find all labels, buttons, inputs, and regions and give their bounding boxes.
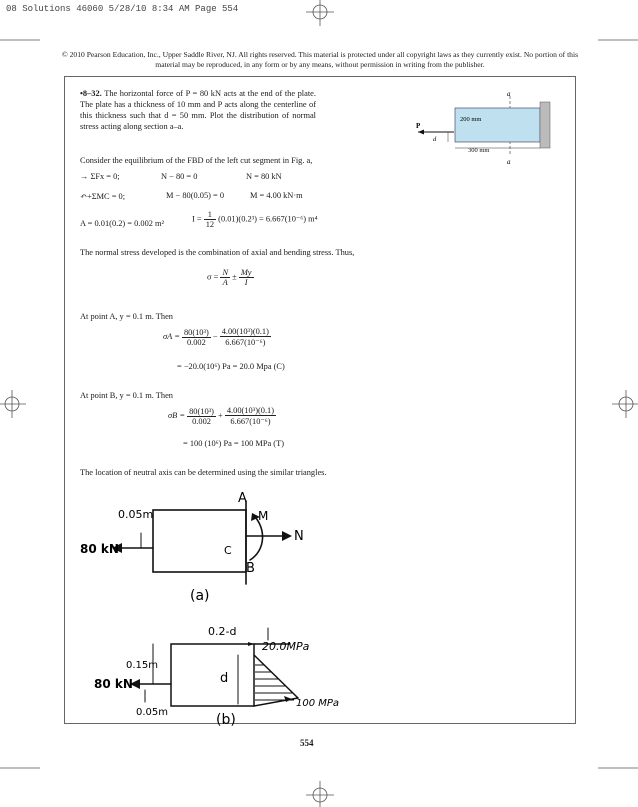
point-b-text: At point B, y = 0.1 m. Then	[80, 391, 173, 400]
eq-m-result: M = 4.00 kN·m	[250, 191, 303, 200]
eq-sigma-general	[207, 268, 254, 287]
eq-m-balance: M − 80(0.05) = 0	[166, 191, 225, 200]
fig-height: 200 mm	[460, 116, 482, 123]
sigma-b-term1	[187, 407, 216, 426]
sigma-a: A	[222, 278, 228, 287]
sigma-a-result: = −20.0(10⁶) Pa = 20.0 Mpa (C)	[177, 362, 285, 371]
fbd-a-label-b: B	[246, 561, 255, 576]
fbd-a-force: 80 kN	[80, 542, 119, 556]
point-a-text: At point A, y = 0.1 m. Then	[80, 312, 173, 321]
copyright-notice: © 2010 Pearson Education, Inc., Upper Saddle River, NJ. All rights reserved. This material is protected under all copyright laws as they currently exist. No portion of this material may be reproduced, in any form or by any means, without permission in writing from the publisher.	[61, 50, 579, 69]
fig-force-p: P	[416, 122, 421, 130]
fig-b-d: d	[220, 671, 229, 686]
inertia-den: 12	[205, 220, 215, 229]
inertia-lhs: I =	[192, 214, 202, 224]
sigma-b-num2: 4.00(10³)(0.1)	[226, 406, 275, 415]
fig-b-stress-bottom: 100 MPa	[296, 698, 340, 709]
fig-label-a-top: a	[507, 90, 511, 98]
fbd-figure-a	[80, 488, 370, 606]
stress-figure-b	[80, 620, 380, 730]
sigma-b-result: = 100 (10⁶) Pa = 100 MPa (T)	[183, 439, 284, 448]
print-slug: 08 Solutions 46060 5/28/10 8:34 AM Page 554	[6, 4, 239, 14]
eq-n-balance: N − 80 = 0	[161, 172, 198, 181]
sigma-n: N	[222, 268, 229, 277]
inertia-num: 1	[204, 210, 216, 220]
sigma-b-den1: 0.002	[192, 416, 211, 426]
eq-sum-mc: ↶+ΣMC = 0;	[80, 192, 126, 201]
eq-sigma-b	[168, 406, 276, 426]
sigma-b-lhs: σB =	[168, 410, 185, 420]
fig-b-left-dim: 0.15m	[126, 660, 159, 671]
fig-length: 300 mm	[468, 147, 490, 154]
fbd-a-caption: (a)	[190, 588, 210, 604]
eq-sum-fx: → ΣFx = 0;	[80, 172, 120, 181]
eq-n-result: N = 80 kN	[246, 172, 282, 181]
fig-label-a-bottom: a	[507, 158, 511, 166]
sigma-i: I	[244, 278, 248, 287]
sigma-my: My	[240, 268, 252, 277]
fbd-a-label-c: C	[224, 544, 232, 557]
sigma-b-operator: +	[218, 410, 223, 420]
sigma-a-lhs: σA =	[163, 331, 180, 341]
plate-figure	[410, 88, 560, 168]
inertia-fraction	[204, 210, 216, 229]
page-number: 554	[300, 738, 314, 748]
fig-b-offset: 0.05m	[136, 707, 169, 718]
fbd-a-label-m: M	[258, 509, 269, 523]
neutral-axis-text: The location of neutral axis can be determined using the similar triangles.	[80, 468, 327, 477]
eq-inertia	[192, 210, 318, 229]
sigma-a-term1	[182, 328, 211, 347]
problem-text: The horizontal force of P = 80 kN acts at the end of the plate. The plate has a thickness of 10 mm and P acts along the centerline of this thickness such that d = 50 mm. Plot the distribution of normal stress acting along section a–a.	[80, 89, 316, 131]
sigma-b-den2: 6.667(10⁻⁶)	[230, 417, 271, 426]
sigma-my-over-i	[239, 268, 254, 287]
problem-number: •8–32.	[80, 89, 102, 98]
fig-b-caption: (b)	[216, 712, 236, 728]
sigma-lhs: σ =	[207, 272, 219, 282]
fig-b-stress-top: 20.0MPa	[262, 640, 310, 653]
inertia-rhs: (0.01)(0.2³) = 6.667(10⁻⁶) m⁴	[218, 214, 318, 224]
sigma-n-over-a	[220, 268, 230, 287]
intro-line: Consider the equilibrium of the FBD of the left cut segment in Fig. a,	[80, 156, 313, 165]
sigma-b-num1: 80(10³)	[189, 406, 214, 416]
sigma-a-den2: 6.667(10⁻⁶)	[225, 338, 266, 347]
fig-d: d	[433, 136, 437, 143]
fig-b-force: 80 kN	[94, 677, 133, 691]
fbd-a-offset: 0.05m	[118, 508, 154, 521]
sigma-a-num1: 80(10³)	[183, 327, 209, 337]
sigma-a-den1: 0.002	[186, 337, 206, 347]
fig-b-top-dim: 0.2-d	[208, 625, 237, 638]
fbd-a-label-n: N	[294, 529, 304, 544]
sigma-a-operator: −	[212, 331, 218, 341]
fbd-a-label-a: A	[238, 491, 247, 506]
eq-sigma-a	[163, 327, 271, 347]
combination-text: The normal stress developed is the combination of axial and bending stress. Thus,	[80, 248, 355, 257]
sigma-pm: ±	[232, 272, 237, 282]
sigma-b-term2	[225, 406, 276, 426]
eq-area: A = 0.01(0.2) = 0.002 m²	[80, 219, 165, 228]
sigma-a-term2	[220, 327, 271, 347]
problem-statement	[80, 88, 316, 132]
sigma-a-num2: 4.00(10³)(0.1)	[221, 327, 269, 336]
